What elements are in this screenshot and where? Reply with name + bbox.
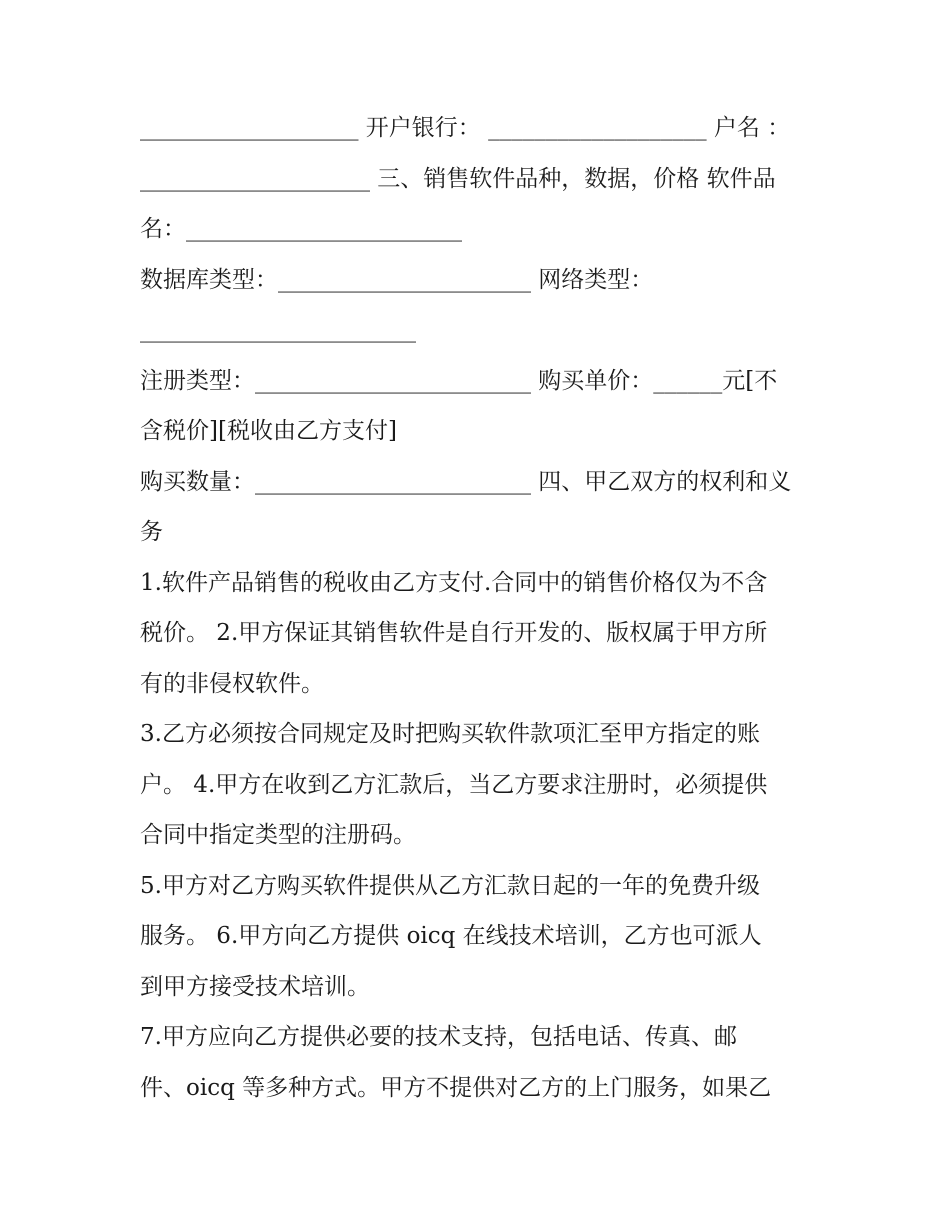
- text-line: 1.软件产品销售的税收由乙方支付.合同中的销售价格仅为不含: [140, 569, 768, 596]
- text-line: 有的非侵权软件。: [140, 670, 324, 697]
- text-line: 到甲方接受技术培训。: [140, 973, 370, 1000]
- text-line: 名：________________________: [140, 216, 462, 242]
- text-line: 数据库类型：______________________ 网络类型：: [140, 266, 654, 293]
- text-line: 税价。 2.甲方保证其销售软件是自行开发的、版权属于甲方所: [140, 620, 768, 646]
- text-line: 户。 4.甲方在收到乙方汇款后，当乙方要求注册时，必须提供: [140, 771, 768, 798]
- text-line: 合同中指定类型的注册码。: [140, 822, 416, 848]
- text-line: ____________________ 三、销售软件品种，数据，价格 软件品: [140, 165, 776, 192]
- document-page: [140, 103, 815, 1113]
- text-line: 件、oicq 等多种方式。甲方不提供对乙方的上门服务，如果乙: [140, 1074, 772, 1101]
- text-line: ________________________: [140, 317, 416, 343]
- text-line: 服务。 6.甲方向乙方提供 oicq 在线技术培训，乙方也可派人: [140, 923, 762, 949]
- text-line: ___________________ 开户银行： ___________________ 户名 ：: [140, 115, 791, 141]
- text-line: 注册类型：________________________ 购买单价：______元[不: [140, 367, 778, 394]
- text-line: 务: [140, 519, 163, 545]
- text-line: 5.甲方对乙方购买软件提供从乙方汇款日起的一年的免费升级: [140, 872, 760, 899]
- text-line: 含税价][税收由乙方支付]: [140, 418, 397, 444]
- text-line: 7.甲方应向乙方提供必要的技术支持，包括电话、传真、邮: [140, 1024, 737, 1050]
- text-line: 3.乙方必须按合同规定及时把购买软件款项汇至甲方指定的账: [140, 721, 760, 747]
- text-line: 购买数量：________________________ 四、甲乙双方的权利和义: [140, 468, 792, 495]
